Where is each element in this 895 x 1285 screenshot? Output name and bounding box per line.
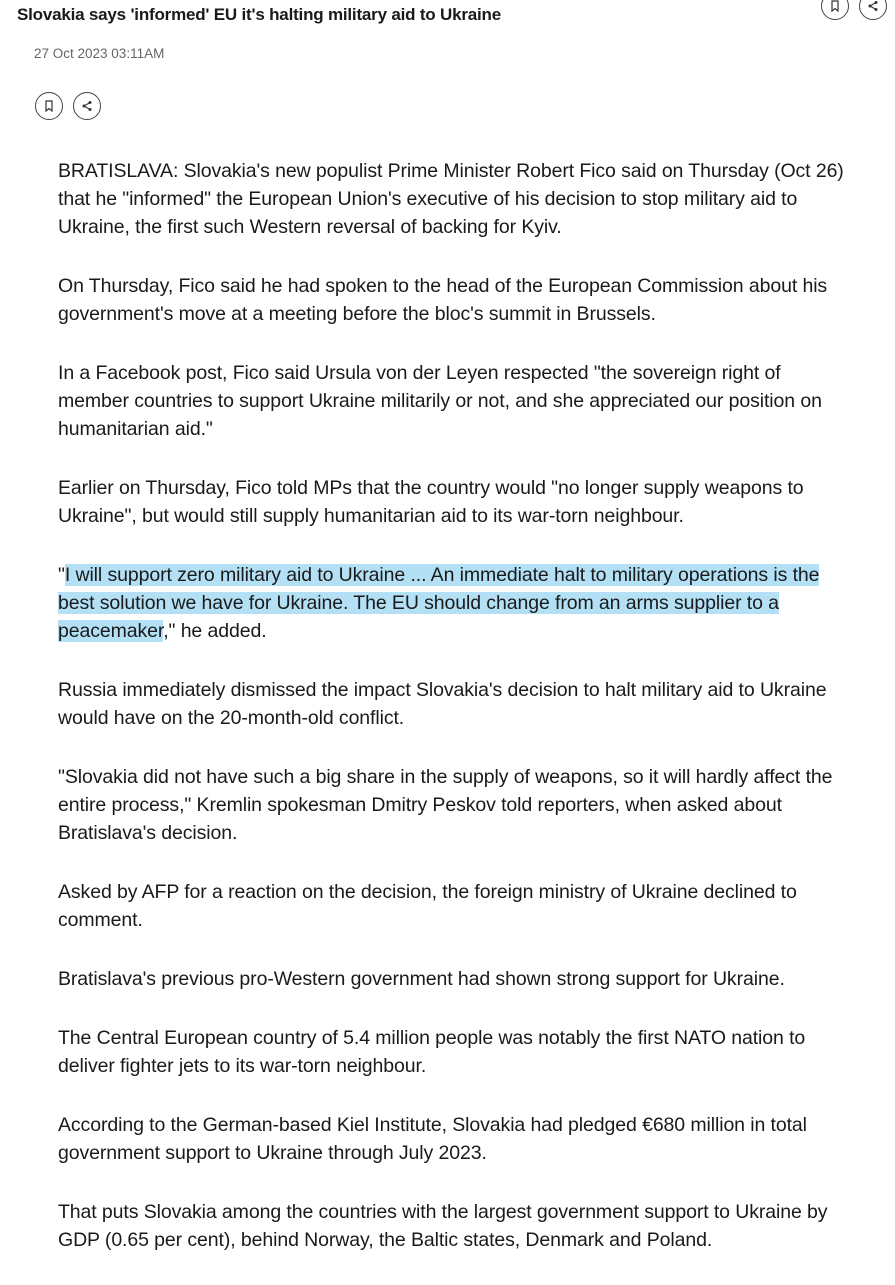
paragraph: BRATISLAVA: Slovakia's new populist Prime Minister Robert Fico said on Thursday (Oct 26) that he "informed" the European Union's executive of his decision to stop military aid to Ukraine, the first such Western reversal of backing for Kyiv. [58,160,844,238]
paragraph: On Thursday, Fico said he had spoken to the head of the European Commission about his government's move at a meeting before the bloc's summit in Brussels. [58,275,828,325]
article-body [58,157,848,1285]
share-button[interactable] [859,0,887,20]
paragraph: Bratislava's previous pro-Western government had shown strong support for Ukraine. [58,968,785,990]
paragraph: "Slovakia did not have such a big share in the supply of weapons, so it will hardly affect the entire process," Kremlin spokesman Dmitry Peskov told reporters, when asked about Bratislava's decision. [58,766,833,844]
paragraph: That puts Slovakia among the countries with the largest government support to Ukraine by GDP (0.65 per cent), behind Norway, the Baltic states, Denmark and Poland. [58,1201,828,1251]
bookmark-icon [43,100,55,112]
quote-open: " [58,564,65,586]
highlighted-text[interactable]: I will support zero military aid to Ukraine ... An immediate halt to military operations is the best solution we have for Ukraine. The EU should change from an arms supplier to a peacemaker [58,564,820,642]
share-button[interactable] [73,92,101,120]
article-actions [35,92,101,120]
share-icon [81,100,93,112]
top-actions [821,0,887,20]
paragraph: Russia immediately dismissed the impact Slovakia's decision to halt military aid to Ukraine would have on the 20-month-old conflict. [58,679,827,729]
quote-rest: ," he added. [163,620,267,642]
paragraph: Earlier on Thursday, Fico told MPs that the country would "no longer supply weapons to Ukraine", but would still supply humanitarian aid to its war-torn neighbour. [58,477,804,527]
publish-date: 27 Oct 2023 03:11AM [34,46,165,61]
bookmark-button[interactable] [35,92,63,120]
paragraph: The Central European country of 5.4 million people was notably the first NATO nation to deliver fighter jets to its war-torn neighbour. [58,1027,806,1077]
share-icon [867,0,879,12]
bookmark-icon [829,0,841,12]
bookmark-button[interactable] [821,0,849,20]
article-title: Slovakia says 'informed' EU it's halting military aid to Ukraine [17,5,501,24]
paragraph: Asked by AFP for a reaction on the decision, the foreign ministry of Ukraine declined to comment. [58,881,797,931]
paragraph-quote [58,561,848,645]
paragraph: In a Facebook post, Fico said Ursula von der Leyen respected "the sovereign right of member countries to support Ukraine militarily or not, and she appreciated our position on humanitarian aid." [58,362,822,440]
paragraph: According to the German-based Kiel Institute, Slovakia had pledged €680 million in total government support to Ukraine through July 2023. [58,1114,807,1164]
